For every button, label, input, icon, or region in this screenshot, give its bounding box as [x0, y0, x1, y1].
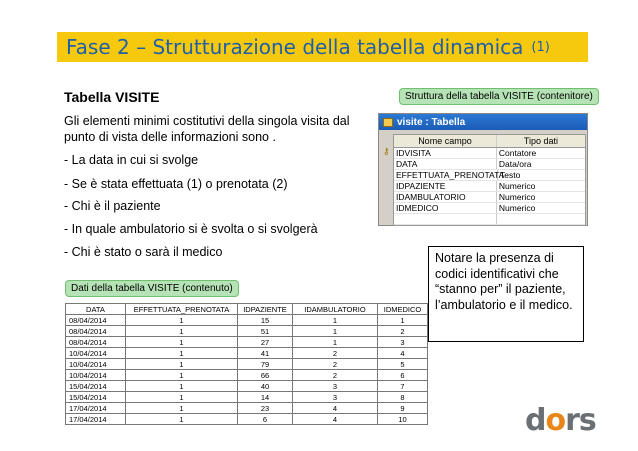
table-cell: 15/04/2014: [66, 392, 126, 403]
field-type: Numerico: [498, 203, 536, 213]
table-cell: 9: [378, 403, 428, 414]
table-row: [66, 403, 428, 414]
table-row: [66, 337, 428, 348]
logo-rs: rs: [565, 403, 596, 438]
table-cell: 23: [238, 403, 293, 414]
field-row[interactable]: [394, 181, 585, 192]
bullet-data: - La data in cui si svolge: [64, 153, 199, 167]
table-row: [66, 392, 428, 403]
field-type: Numerico: [498, 181, 536, 191]
table-cell: 4: [378, 348, 428, 359]
table-row: [66, 359, 428, 370]
table-cell: 79: [238, 359, 293, 370]
table-cell: 51: [238, 326, 293, 337]
table-cell: 10/04/2014: [66, 348, 126, 359]
table-cell: 7: [378, 381, 428, 392]
field-type: Contatore: [498, 148, 537, 158]
table-cell: 17/04/2014: [66, 414, 126, 425]
table-cell: 6: [238, 414, 293, 425]
table-cell: 3: [293, 392, 378, 403]
field-row[interactable]: [394, 192, 585, 203]
header-nome-campo: Nome campo: [394, 135, 497, 147]
table-cell: 10/04/2014: [66, 359, 126, 370]
bullet-ambulatorio: - In quale ambulatorio si è svolta o si svolgerà: [64, 222, 318, 236]
table-cell: 1: [126, 337, 238, 348]
bullet-stato: - Se è stata effettuata (1) o prenotata (2): [64, 177, 288, 191]
table-header-row: [66, 304, 428, 315]
table-cell: 2: [293, 370, 378, 381]
access-window-title: visite : Tabella: [397, 116, 466, 128]
col-idambulatorio: IDAMBULATORIO: [293, 304, 378, 315]
col-effettuata-prenotata: EFFETTUATA_PRENOTATA: [126, 304, 238, 315]
dors-logo: [525, 403, 596, 438]
intro-text: Gli elementi minimi costitutivi della singola visita dal punto di vista delle informazioni sono .: [64, 114, 350, 144]
field-type: Testo: [500, 170, 521, 180]
table-cell: 1: [293, 315, 378, 326]
field-grid: [393, 134, 586, 226]
table-cell: 2: [293, 348, 378, 359]
field-name: IDMEDICO: [394, 203, 497, 213]
slide-title-sub: (1): [531, 39, 550, 55]
primary-key-icon: ⚷: [383, 146, 390, 156]
table-cell: 14: [238, 392, 293, 403]
field-row-empty[interactable]: [394, 214, 585, 225]
logo-d: d: [525, 403, 546, 438]
field-row[interactable]: [394, 148, 585, 159]
table-cell: 1: [126, 348, 238, 359]
content-tag: Dati della tabella VISITE (contenuto): [65, 280, 239, 297]
table-row: [66, 315, 428, 326]
field-row[interactable]: [394, 203, 585, 214]
field-grid-header: [394, 135, 585, 148]
table-cell: 10/04/2014: [66, 370, 126, 381]
field-type: Data/ora: [498, 159, 532, 169]
field-name: IDAMBULATORIO: [394, 192, 497, 202]
table-cell: 40: [238, 381, 293, 392]
table-cell: 27: [238, 337, 293, 348]
field-name: EFFETTUATA_PRENOTATA: [396, 170, 505, 180]
table-cell: 4: [293, 403, 378, 414]
access-table-window: [378, 113, 588, 226]
table-cell: 3: [293, 381, 378, 392]
table-cell: 1: [126, 370, 238, 381]
table-cell: 2: [378, 326, 428, 337]
bullet-medico: - Chi è stato o sarà il medico: [64, 245, 223, 259]
table-cell: 2: [293, 359, 378, 370]
field-type: Numerico: [498, 192, 536, 202]
table-cell: 41: [238, 348, 293, 359]
table-cell: 66: [238, 370, 293, 381]
table-cell: 1: [126, 381, 238, 392]
table-cell: 1: [126, 414, 238, 425]
structure-tag: Struttura della tabella VISITE (contenitore): [399, 88, 599, 105]
header-tipo-dati: Tipo dati: [523, 136, 559, 146]
table-cell: 1: [126, 392, 238, 403]
table-cell: 15/04/2014: [66, 381, 126, 392]
table-row: [66, 348, 428, 359]
table-cell: 1: [126, 403, 238, 414]
col-data: DATA: [66, 304, 126, 315]
table-cell: 08/04/2014: [66, 326, 126, 337]
note-box: Notare la presenza di codici identificativi che “stanno per” il paziente, l’ambulatorio e il medico.: [428, 246, 584, 342]
table-row: [66, 414, 428, 425]
table-cell: 10: [378, 414, 428, 425]
table-cell: 08/04/2014: [66, 315, 126, 326]
logo-o: o: [545, 403, 566, 438]
table-row: [66, 370, 428, 381]
table-cell: 1: [126, 359, 238, 370]
table-row: [66, 326, 428, 337]
table-cell: 3: [378, 337, 428, 348]
col-idmedico: IDMEDICO: [378, 304, 428, 315]
field-name: DATA: [394, 159, 497, 169]
table-cell: 15: [238, 315, 293, 326]
access-window-titlebar: [379, 114, 587, 130]
table-cell: 08/04/2014: [66, 337, 126, 348]
col-idpaziente: IDPAZIENTE: [238, 304, 293, 315]
field-row[interactable]: [394, 159, 585, 170]
table-cell: 1: [293, 326, 378, 337]
bullet-paziente: - Chi è il paziente: [64, 199, 161, 213]
table-cell: 1: [126, 326, 238, 337]
table-cell: 1: [293, 337, 378, 348]
table-cell: 1: [378, 315, 428, 326]
table-cell: 8: [378, 392, 428, 403]
table-row: [66, 381, 428, 392]
table-cell: 1: [126, 315, 238, 326]
table-cell: 5: [378, 359, 428, 370]
slide-title-main: Fase 2 – Strutturazione della tabella dinamica: [66, 35, 524, 59]
table-cell: 4: [293, 414, 378, 425]
field-name: IDPAZIENTE: [394, 181, 497, 191]
field-row[interactable]: [394, 170, 585, 181]
section-heading: Tabella VISITE: [64, 89, 160, 105]
slide-title: [57, 32, 588, 62]
table-cell: 17/04/2014: [66, 403, 126, 414]
field-name: IDVISITA: [394, 148, 497, 158]
visite-data-table: [65, 303, 428, 425]
table-icon: [383, 118, 393, 127]
table-cell: 6: [378, 370, 428, 381]
